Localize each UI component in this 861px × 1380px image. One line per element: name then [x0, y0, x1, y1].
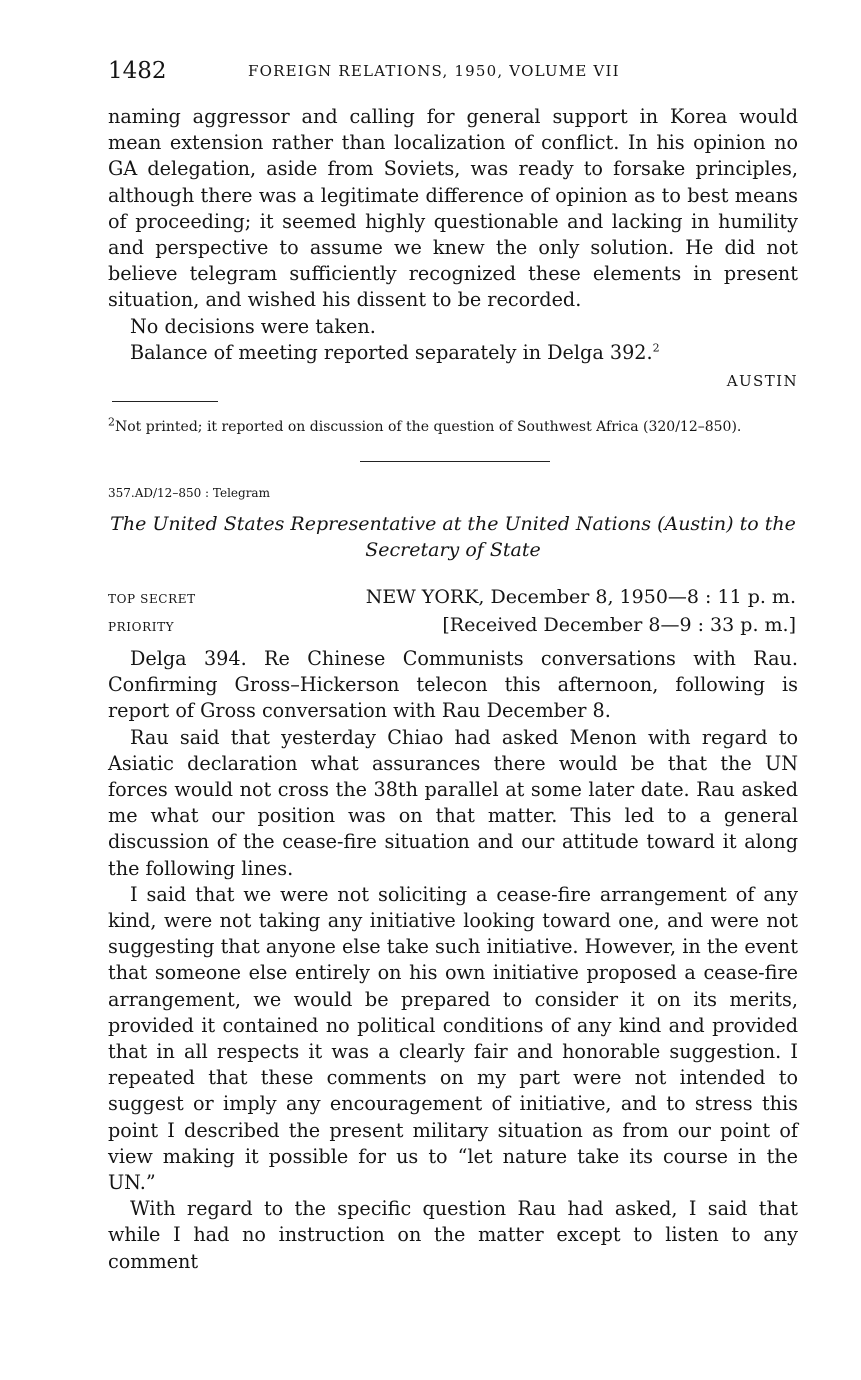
- footnote-marker: 2: [108, 415, 115, 429]
- classification-label: TOP SECRET: [108, 592, 196, 606]
- priority-row: [108, 612, 798, 636]
- footnote-text: Not printed; it reported on discussion of the question of Southwest Africa (320/12–850).: [115, 419, 742, 435]
- file-reference: 357.AD/12–850 : Telegram: [108, 486, 270, 500]
- paragraph: Rau said that yesterday Chiao had asked Menon with regard to Asiatic declaration what assurances there would be that the UN forces would not cross the 38th parallel at some later date. Rau asked me what our position was on that matter. This led to a general discussion of the cease-fire situation and our attitude toward it along the following lines.: [108, 725, 798, 880]
- paragraph: I said that we were not soliciting a cease-fire arrangement of any kind, were not taking any initiative looking toward one, and were not suggesting that anyone else take such initiative. However, in the event that someone else entirely on his own initiative proposed a cease-fire arrangement, we would be prepared to consider it on its merits, provided it contained no political conditions of any kind and provided that in all respects it was a clearly fair and honorable suggestion. I repeated that these comments on my part were not intended to suggest or imply any encouragement of initiative, and to stress this point I described the present military situation as from our point of view making it possible for us to “let nature take its course in the UN.”: [108, 882, 798, 1195]
- paragraph: Delga 394. Re Chinese Communists conversations with Rau. Confirming Gross–Hickerson telecon this afternoon, following is report of Gross conversation with Rau December 8.: [108, 647, 798, 723]
- paragraph: [108, 340, 798, 366]
- page-header: [108, 58, 798, 92]
- priority-label: PRIORITY: [108, 620, 175, 634]
- document-title: The United States Representative at the United Nations (Austin) to the Secretary of State: [110, 513, 796, 561]
- section-divider: [360, 461, 550, 462]
- paragraph-text: Balance of meeting reported separately in Delga 392.: [130, 340, 653, 364]
- running-head: FOREIGN RELATIONS, 1950, VOLUME VII: [248, 62, 620, 80]
- signature: AUSTIN: [726, 372, 798, 391]
- footnote: [108, 415, 796, 436]
- telegram-body: [108, 646, 798, 1275]
- dateline: NEW YORK, December 8, 1950—8 : 11 p. m.: [365, 586, 796, 608]
- received-line: [Received December 8—9 : 33 p. m.]: [442, 614, 796, 636]
- footnote-rule: [112, 401, 218, 402]
- page-number: 1482: [108, 58, 167, 84]
- classification-row: [108, 584, 798, 608]
- paragraph: With regard to the specific question Rau had asked, I said that while I had no instruction on the matter except to listen to any comment: [108, 1197, 798, 1273]
- paragraph: naming aggressor and calling for general support in Korea would mean extension rather than localization of conflict. In his opinion no GA delegation, aside from Soviets, was ready to forsake principles, although there was a legitimate difference of opinion as to best means of proceeding; it seemed highly questionable and lacking in humility and perspective to assume we knew the only solution. He did not believe telegram sufficiently recognized these elements in present situation, and wished his dissent to be recorded.: [108, 105, 798, 312]
- paragraph: No decisions were taken.: [130, 314, 376, 338]
- footnote-reference: 2: [652, 341, 660, 355]
- continued-telegram-text: [108, 104, 798, 394]
